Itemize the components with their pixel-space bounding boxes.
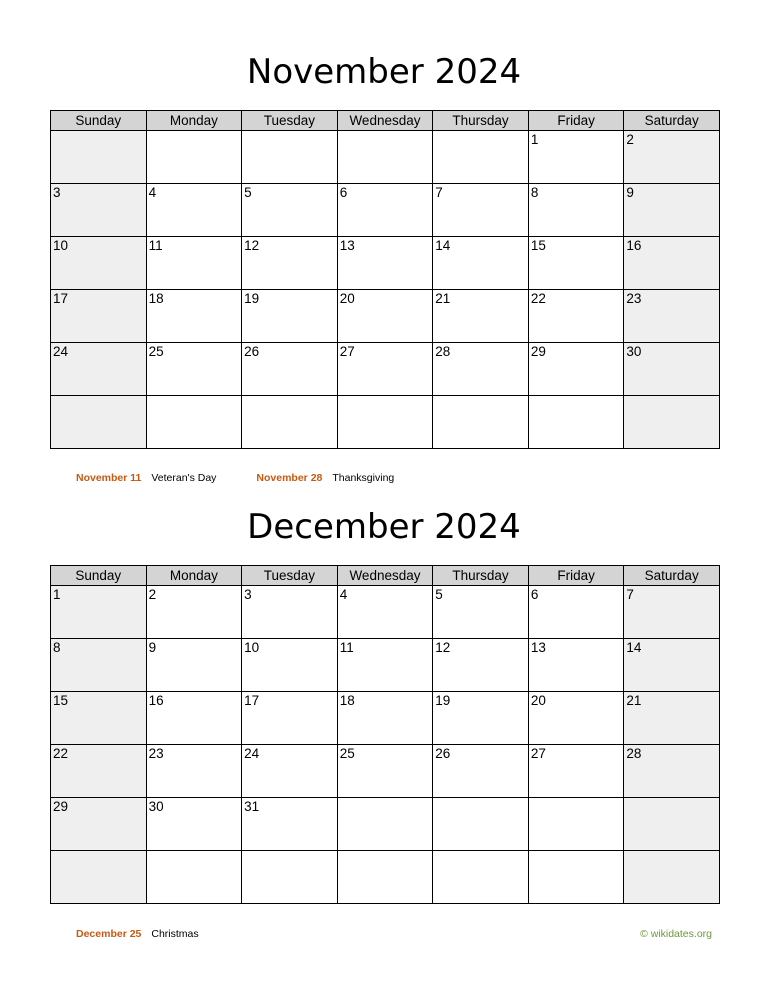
week-row bbox=[51, 237, 720, 290]
day-cell bbox=[337, 131, 433, 184]
day-cell: 28 bbox=[624, 745, 720, 798]
day-cell: 20 bbox=[528, 692, 624, 745]
holiday-list-december bbox=[76, 927, 239, 941]
day-cell bbox=[337, 396, 433, 449]
day-cell: 6 bbox=[337, 184, 433, 237]
week-row bbox=[51, 745, 720, 798]
day-cell: 13 bbox=[337, 237, 433, 290]
day-cell: 8 bbox=[528, 184, 624, 237]
day-cell: 5 bbox=[433, 586, 529, 639]
day-cell bbox=[624, 851, 720, 904]
weekday-saturday: Saturday bbox=[624, 566, 720, 586]
day-cell: 29 bbox=[528, 343, 624, 396]
weekday-wednesday: Wednesday bbox=[337, 111, 433, 131]
weekday-monday: Monday bbox=[146, 111, 242, 131]
week-row bbox=[51, 343, 720, 396]
day-cell: 10 bbox=[242, 639, 338, 692]
day-cell: 11 bbox=[337, 639, 433, 692]
day-cell bbox=[242, 131, 338, 184]
day-cell: 21 bbox=[624, 692, 720, 745]
day-cell: 5 bbox=[242, 184, 338, 237]
day-cell bbox=[624, 798, 720, 851]
month-title-november: November 2024 bbox=[246, 52, 522, 92]
day-cell: 16 bbox=[624, 237, 720, 290]
day-cell: 30 bbox=[624, 343, 720, 396]
weekday-friday: Friday bbox=[528, 566, 624, 586]
day-cell bbox=[624, 396, 720, 449]
day-cell: 18 bbox=[337, 692, 433, 745]
day-cell bbox=[51, 131, 147, 184]
calendar-grid-december bbox=[50, 565, 720, 904]
day-cell: 28 bbox=[433, 343, 529, 396]
week-row bbox=[51, 692, 720, 745]
day-cell: 30 bbox=[146, 798, 242, 851]
day-cell bbox=[433, 396, 529, 449]
holiday-name: Veteran's Day bbox=[151, 472, 217, 484]
day-cell: 26 bbox=[433, 745, 529, 798]
calendar-grid-november bbox=[50, 110, 720, 449]
day-cell: 6 bbox=[528, 586, 624, 639]
week-row bbox=[51, 396, 720, 449]
day-cell bbox=[528, 851, 624, 904]
day-cell bbox=[337, 851, 433, 904]
day-cell: 24 bbox=[51, 343, 147, 396]
day-cell: 13 bbox=[528, 639, 624, 692]
day-cell: 24 bbox=[242, 745, 338, 798]
day-cell bbox=[146, 396, 242, 449]
day-cell: 12 bbox=[242, 237, 338, 290]
day-cell: 10 bbox=[51, 237, 147, 290]
day-cell bbox=[528, 798, 624, 851]
week-row bbox=[51, 290, 720, 343]
day-cell: 4 bbox=[146, 184, 242, 237]
day-cell: 22 bbox=[528, 290, 624, 343]
day-cell: 7 bbox=[433, 184, 529, 237]
weekday-sunday: Sunday bbox=[51, 111, 147, 131]
credit-link[interactable]: © wikidates.org bbox=[640, 928, 712, 940]
day-cell: 27 bbox=[337, 343, 433, 396]
day-cell: 14 bbox=[624, 639, 720, 692]
day-cell bbox=[146, 851, 242, 904]
day-cell: 29 bbox=[51, 798, 147, 851]
day-cell: 16 bbox=[146, 692, 242, 745]
day-cell bbox=[51, 396, 147, 449]
day-cell: 23 bbox=[624, 290, 720, 343]
day-cell: 23 bbox=[146, 745, 242, 798]
day-cell: 17 bbox=[242, 692, 338, 745]
day-cell: 18 bbox=[146, 290, 242, 343]
week-row bbox=[51, 131, 720, 184]
day-cell: 17 bbox=[51, 290, 147, 343]
day-cell: 19 bbox=[242, 290, 338, 343]
holiday-date: December 25 bbox=[76, 928, 142, 940]
day-cell: 3 bbox=[242, 586, 338, 639]
weekday-sunday: Sunday bbox=[51, 566, 147, 586]
day-cell: 15 bbox=[51, 692, 147, 745]
day-cell bbox=[242, 396, 338, 449]
weekday-thursday: Thursday bbox=[433, 566, 529, 586]
day-cell bbox=[433, 131, 529, 184]
weekday-tuesday: Tuesday bbox=[242, 566, 338, 586]
week-row bbox=[51, 851, 720, 904]
day-cell bbox=[528, 396, 624, 449]
weekday-saturday: Saturday bbox=[624, 111, 720, 131]
weekday-header-row bbox=[51, 111, 720, 131]
weekday-monday: Monday bbox=[146, 566, 242, 586]
weekday-wednesday: Wednesday bbox=[337, 566, 433, 586]
holiday-list-november bbox=[76, 471, 434, 485]
week-row bbox=[51, 586, 720, 639]
day-cell: 8 bbox=[51, 639, 147, 692]
day-cell bbox=[51, 851, 147, 904]
day-cell bbox=[242, 851, 338, 904]
day-cell: 9 bbox=[624, 184, 720, 237]
day-cell: 27 bbox=[528, 745, 624, 798]
week-row bbox=[51, 798, 720, 851]
day-cell: 4 bbox=[337, 586, 433, 639]
holiday-name: Thanksgiving bbox=[332, 472, 395, 484]
day-cell: 20 bbox=[337, 290, 433, 343]
day-cell: 25 bbox=[146, 343, 242, 396]
holiday-date: November 11 bbox=[76, 472, 142, 484]
day-cell: 1 bbox=[528, 131, 624, 184]
day-cell: 9 bbox=[146, 639, 242, 692]
day-cell: 25 bbox=[337, 745, 433, 798]
day-cell: 31 bbox=[242, 798, 338, 851]
week-row bbox=[51, 639, 720, 692]
month-title-december: December 2024 bbox=[247, 507, 521, 547]
day-cell: 19 bbox=[433, 692, 529, 745]
day-cell: 7 bbox=[624, 586, 720, 639]
holiday-name: Christmas bbox=[151, 928, 199, 940]
holiday-date: November 28 bbox=[256, 472, 323, 484]
day-cell: 21 bbox=[433, 290, 529, 343]
day-cell: 12 bbox=[433, 639, 529, 692]
day-cell: 14 bbox=[433, 237, 529, 290]
day-cell bbox=[337, 798, 433, 851]
day-cell: 26 bbox=[242, 343, 338, 396]
day-cell: 3 bbox=[51, 184, 147, 237]
day-cell bbox=[146, 131, 242, 184]
day-cell bbox=[433, 798, 529, 851]
day-cell: 22 bbox=[51, 745, 147, 798]
weekday-header-row bbox=[51, 566, 720, 586]
day-cell: 2 bbox=[624, 131, 720, 184]
week-row bbox=[51, 184, 720, 237]
weekday-tuesday: Tuesday bbox=[242, 111, 338, 131]
day-cell bbox=[433, 851, 529, 904]
day-cell: 2 bbox=[146, 586, 242, 639]
day-cell: 15 bbox=[528, 237, 624, 290]
weekday-friday: Friday bbox=[528, 111, 624, 131]
day-cell: 1 bbox=[51, 586, 147, 639]
weekday-thursday: Thursday bbox=[433, 111, 529, 131]
day-cell: 11 bbox=[146, 237, 242, 290]
